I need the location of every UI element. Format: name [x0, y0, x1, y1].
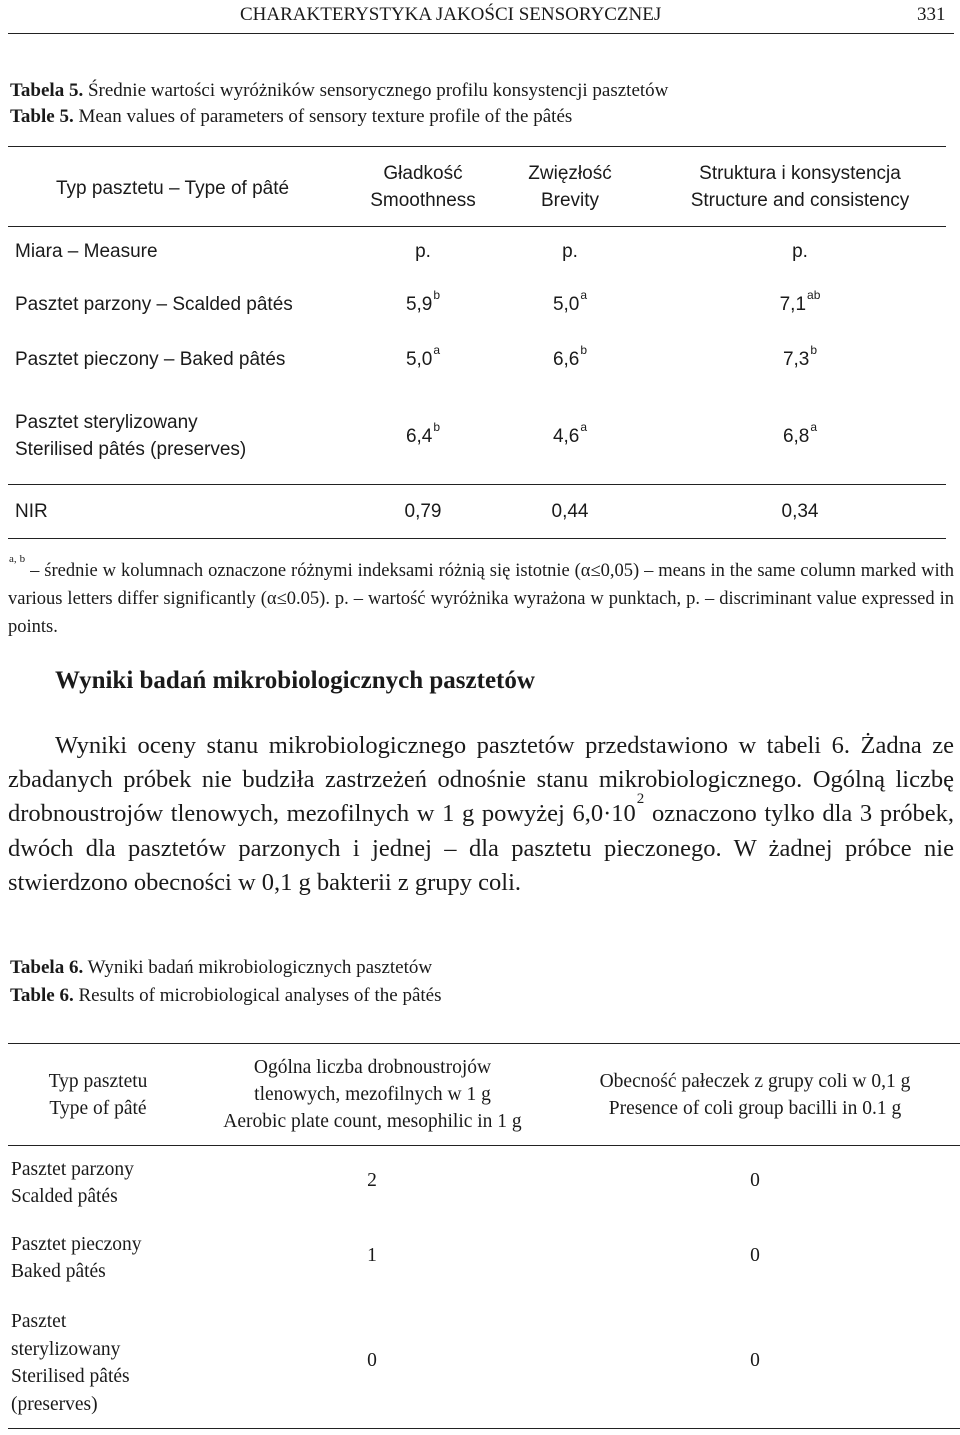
table5-cell: 5,0$^a$ [552, 287, 588, 315]
table5-cell: 5,9$^b$ [405, 287, 441, 315]
nir-brevity: 0,44 [551, 501, 589, 522]
header-rule [8, 33, 954, 34]
nir-structure: 0,34 [781, 501, 819, 522]
table6-coli-cell: 0 [750, 1350, 760, 1371]
table5-cell: 7,1$^{ab}$ [779, 287, 821, 315]
table6-header-coli: Obecność pałeczek z grupy coli w 0,1 g Presence of coli group bacilli in 0.1 g [599, 1071, 911, 1119]
table6-row-label: Pasztet sterylizowany Sterilised pâtés (preserves) [11, 1311, 130, 1415]
table6-count-cell: 0 [367, 1350, 377, 1371]
table5-row-label-line2: Sterilised pâtés (preserves) [15, 439, 247, 460]
table5-cell: 6,8$^a$ [782, 419, 818, 447]
page-number: 331 [917, 4, 946, 25]
measure-smoothness: p. [415, 241, 431, 262]
nir-smoothness: 0,79 [404, 501, 442, 522]
table5-cell: 7,3$^b$ [782, 342, 818, 370]
table5-caption-pl: Tabela 5. Średnie wartości wyróżników sensorycznego profilu konsystencji pasztetów [10, 80, 669, 101]
table6-header-count: Ogólna liczba drobnoustrojów tlenowych, mezofilnych w 1 g Aerobic plate count, mesophilic in 1 g [223, 1057, 522, 1132]
table5-top-rule [8, 146, 946, 147]
table6-bottom-rule [8, 1428, 960, 1429]
table5-header-rule [8, 226, 946, 227]
table5-nir-rule [8, 484, 946, 485]
measure-brevity: p. [562, 241, 578, 262]
table6-header-type: Typ pasztetu Type of pâté [48, 1071, 148, 1119]
table6-top-rule [8, 1043, 960, 1044]
table6-header-rule [8, 1145, 960, 1146]
running-header: CHARAKTERYSTYKA JAKOŚCI SENSORYCZNEJ [240, 4, 662, 25]
table5-row-label: Pasztet parzony – Scalded pâtés [15, 294, 293, 315]
table5-header-structure-pl: Struktura i konsystencja [699, 163, 901, 184]
table5-row-label: Pasztet pieczony – Baked pâtés [15, 349, 286, 370]
measure-label: Miara – Measure [15, 241, 158, 262]
table5-cell: 4,6$^a$ [552, 419, 588, 447]
table5-header-smoothness-en: Smoothness [370, 190, 476, 211]
table6-count-cell: 2 [367, 1170, 377, 1191]
table5-header-brevity-en: Brevity [540, 190, 600, 211]
table5-header-brevity-pl: Zwięzłość [528, 163, 612, 184]
table5-cell: 6,6$^b$ [552, 342, 588, 370]
table6-count-cell: 1 [367, 1245, 377, 1266]
table5-header-structure-en: Structure and consistency [690, 190, 910, 211]
table6-caption-en: Table 6. Results of microbiological analyses of the pâtés [10, 985, 442, 1006]
measure-structure: p. [792, 241, 808, 262]
table5-caption-en: Table 5. Mean values of parameters of sensory texture profile of the pâtés [10, 106, 573, 127]
table5-cell: 5,0$^a$ [405, 342, 441, 370]
table6-coli-cell: 0 [750, 1245, 760, 1266]
table5-footnote: $^{a, b}$ – średnie w kolumnach oznaczone różnymi indeksami różnią się istotnie (α≤0,05) – means in the same column marked with various letters differ significantly (α≤0.05). p. – wartość wyróżnika wyrażona w punktach, p. – discriminant value expressed in points. [8, 552, 954, 637]
table6-row-label: Pasztet parzony Scalded pâtés [11, 1159, 134, 1207]
table5-row-label-line1: Pasztet sterylizowany [15, 412, 198, 433]
table5-bottom-rule [8, 538, 946, 539]
table5-header-type: Typ pasztetu – Type of pâté [56, 178, 290, 199]
table6-coli-cell: 0 [750, 1170, 760, 1191]
table5-header-smoothness-pl: Gładkość [383, 163, 463, 184]
table5-cell: 6,4$^b$ [405, 419, 441, 447]
nir-label: NIR [15, 501, 48, 522]
section-heading: Wyniki badań mikrobiologicznych pasztetów [55, 667, 535, 694]
body-paragraph: Wyniki oceny stanu mikrobiologicznego pasztetów przedstawiono w tabeli 6. Żadna ze zbadanych próbek nie budziła zastrzeżeń odnośnie stanu mikrobiologicznego. Ogólną liczbę drobnoustrojów tlenowych, mezofilnych w 1 g powyżej $6,0\cdot 10^2$ oznaczono tylko dla 3 próbek, dwóch dla pasztetów parzonych i jednej – dla pasztetu pieczonego. W żadnej próbce nie stwierdzono obecności w 0,1 g bakterii z grupy coli. [8, 732, 954, 896]
table6-caption-pl: Tabela 6. Wyniki badań mikrobiologicznych pasztetów [10, 957, 433, 978]
table6-row-label: Pasztet pieczony Baked pâtés [11, 1234, 142, 1282]
